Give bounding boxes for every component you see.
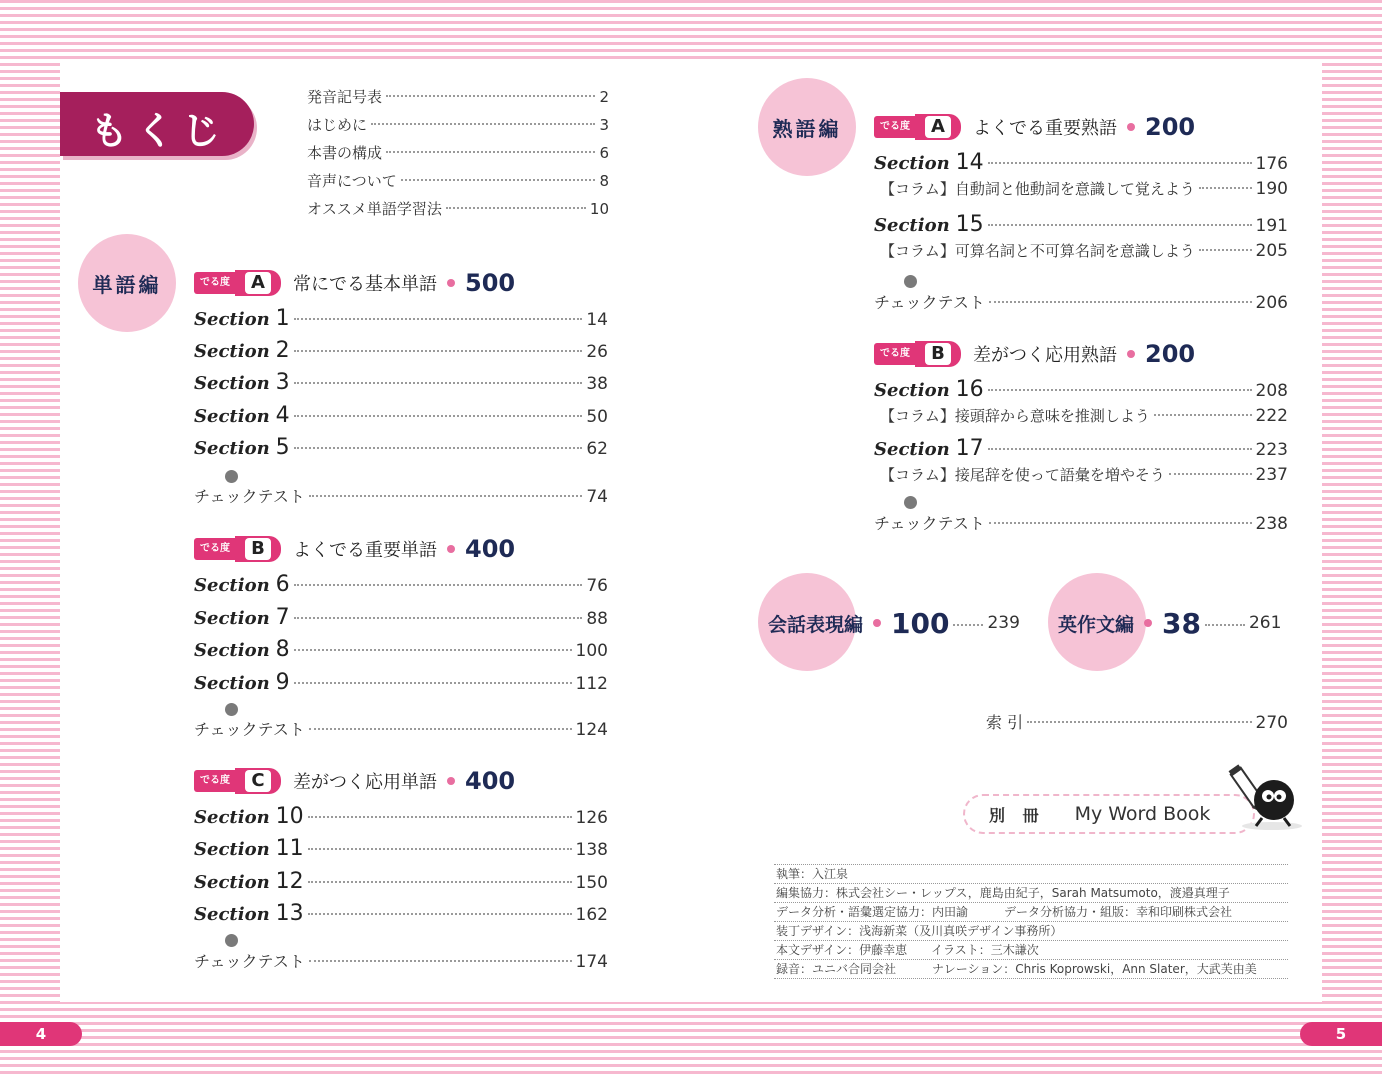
leader-dots: [308, 913, 572, 915]
page-number: 74: [586, 487, 608, 507]
tango-circle: 単語編: [78, 234, 176, 332]
check-test-row[interactable]: [874, 290, 1288, 318]
group-header: [874, 339, 1195, 369]
leader-dots: [988, 389, 1252, 391]
index-page: 270: [1255, 713, 1288, 733]
section-number: 2: [275, 338, 290, 363]
page-number: 26: [586, 342, 608, 362]
page-number: 208: [1255, 381, 1288, 401]
intro-item[interactable]: [307, 142, 609, 170]
bullet-icon: [225, 934, 238, 947]
jukugo-circle: 熟語編: [758, 78, 856, 176]
grade-letter: A: [245, 272, 271, 294]
leader-dots: [309, 495, 582, 497]
intro-item-label: はじめに: [307, 116, 368, 134]
group-header: [194, 534, 515, 564]
leader-dots: [294, 318, 583, 320]
check-test-row-label: チェックテスト: [194, 952, 305, 971]
intro-item[interactable]: [307, 198, 609, 226]
page-number: 162: [575, 905, 608, 925]
section-number: 12: [275, 869, 304, 894]
group-count: 400: [465, 767, 516, 795]
bullet-icon: [225, 470, 238, 483]
section-number: 4: [275, 403, 290, 428]
page-number: 238: [1255, 514, 1288, 534]
column-row[interactable]: [880, 464, 1288, 492]
page-number: 112: [575, 674, 608, 694]
leader-dots: [309, 960, 572, 962]
grade-badge: [915, 341, 961, 367]
kaiwa-count: 100: [891, 606, 950, 640]
page-number: 126: [575, 808, 608, 828]
page-number-right: 5: [1300, 1022, 1382, 1046]
section-number: 5: [275, 435, 290, 460]
group-header: [194, 766, 515, 796]
leader-dots: [386, 95, 595, 97]
section-word: Section: [194, 640, 270, 661]
check-test-row-label: チェックテスト: [194, 487, 305, 506]
section-word: Section: [194, 341, 270, 362]
kaiwa-row[interactable]: [768, 603, 1020, 643]
intro-item-label: 音声について: [307, 172, 397, 190]
bullet-icon: [904, 496, 917, 509]
leader-dots: [294, 350, 583, 352]
credit-line: 本文デザイン：伊藤幸恵 イラスト：三木謙次: [774, 941, 1288, 960]
section-row[interactable]: [874, 212, 1288, 240]
section-row[interactable]: [194, 836, 608, 864]
section-row[interactable]: [194, 572, 608, 600]
check-test-row-label: チェックテスト: [194, 720, 305, 739]
page-number: 124: [575, 720, 608, 740]
eisaku-label: 英作文編: [1058, 613, 1135, 636]
leader-dots: [1154, 414, 1252, 416]
page-number: 50: [586, 407, 608, 427]
leader-dots: [308, 881, 572, 883]
check-test-row[interactable]: [874, 511, 1288, 539]
grade-badge: [915, 114, 961, 140]
intro-item[interactable]: [307, 170, 609, 198]
group-title: よくでる重要熟語: [973, 118, 1117, 139]
column-row[interactable]: [880, 240, 1288, 268]
page-number: 14: [586, 310, 608, 330]
grade-letter: A: [925, 116, 951, 138]
kaiwa-label: 会話表現編: [768, 613, 864, 636]
bessatsu-book: My Word Book: [1074, 803, 1211, 825]
pink-dot-icon: [873, 619, 881, 627]
index-row[interactable]: [986, 710, 1288, 738]
leader-dots: [294, 447, 583, 449]
leader-dots: [988, 448, 1252, 450]
column-row-label: 【コラム】接頭辞から意味を推測しよう: [880, 407, 1150, 425]
leader-dots: [309, 728, 572, 730]
section-number: 1: [275, 306, 290, 331]
section-number: 17: [955, 436, 984, 461]
page-number: 223: [1255, 440, 1288, 460]
section-number: 13: [275, 901, 304, 926]
bessatsu-box: [963, 794, 1255, 834]
section-number: 7: [275, 605, 290, 630]
group-title: よくでる重要単語: [293, 540, 437, 561]
credit-line: 編集協力：株式会社シー・レップス，鹿島由紀子，Sarah Matsumoto，渡邉真理子: [774, 884, 1288, 903]
section-word: Section: [194, 608, 270, 629]
credits-block: [774, 864, 1288, 979]
intro-item-label: オススメ単語学習法: [307, 200, 442, 218]
leader-dots: [401, 179, 596, 181]
page-number: 62: [586, 439, 608, 459]
page-number: 205: [1255, 241, 1288, 261]
section-number: 10: [275, 804, 304, 829]
group-header: [874, 112, 1195, 142]
grade-badge: [235, 768, 281, 794]
section-row[interactable]: [194, 605, 608, 633]
section-row[interactable]: [194, 306, 608, 334]
grade-letter: B: [925, 343, 951, 365]
page-number-left: 4: [0, 1022, 82, 1046]
section-word: Section: [874, 215, 950, 236]
section-row[interactable]: [874, 436, 1288, 464]
section-number: 14: [955, 150, 984, 175]
deru-badge: でる度: [874, 116, 916, 138]
section-word: Section: [874, 153, 950, 174]
section-row[interactable]: [194, 901, 608, 929]
leader-dots: [1169, 473, 1252, 475]
credit-line: データ分析・語彙選定協力：内田諭 データ分析協力・組版：幸和印刷株式会社: [774, 903, 1288, 922]
page-number: 76: [586, 576, 608, 596]
page-number: 38: [586, 374, 608, 394]
deru-badge: でる度: [194, 538, 236, 560]
page-number: 8: [599, 172, 609, 190]
section-number: 15: [955, 212, 984, 237]
section-row[interactable]: [194, 435, 608, 463]
intro-item-label: 発音記号表: [307, 88, 383, 106]
section-row[interactable]: [194, 670, 608, 698]
grade-badge: [235, 536, 281, 562]
leader-dots: [1199, 249, 1252, 251]
page-number: 2: [599, 88, 609, 106]
section-number: 16: [955, 377, 984, 402]
leader-dots: [294, 382, 583, 384]
section-word: Section: [194, 807, 270, 828]
bessatsu-label: 別 冊: [989, 805, 1045, 825]
credit-line: 録音：ユニバ合同会社 ナレーション：Chris Koprowski，Ann Slater，大武芙由美: [774, 960, 1288, 979]
pink-dot-icon: [447, 545, 455, 553]
page-number: 138: [575, 840, 608, 860]
section-number: 11: [275, 836, 304, 861]
pink-dot-icon: [447, 777, 455, 785]
bullet-icon: [225, 703, 238, 716]
group-title: 差がつく応用単語: [293, 772, 437, 793]
group-count: 200: [1145, 340, 1196, 368]
page-number: 237: [1255, 465, 1288, 485]
eisaku-page: 261: [1248, 613, 1282, 633]
credit-line: 執筆：入江泉: [774, 865, 1288, 884]
page-number: 222: [1255, 406, 1288, 426]
intro-item[interactable]: [307, 114, 609, 142]
leader-dots: [294, 617, 583, 619]
section-number: 8: [275, 637, 290, 662]
section-word: Section: [194, 406, 270, 427]
section-word: Section: [874, 380, 950, 401]
section-number: 6: [275, 572, 290, 597]
leader-dots: [989, 522, 1252, 524]
page-number: 150: [575, 873, 608, 893]
pink-dot-icon: [1127, 123, 1135, 131]
section-row[interactable]: [194, 804, 608, 832]
page-title: もくじ: [60, 92, 254, 156]
section-row[interactable]: [194, 338, 608, 366]
deru-badge: でる度: [194, 770, 236, 792]
section-number: 3: [275, 370, 290, 395]
section-word: Section: [194, 309, 270, 330]
leader-dots: [1027, 721, 1251, 723]
leader-dots: [386, 151, 595, 153]
grade-letter: B: [245, 538, 271, 560]
credit-line: 装丁デザイン：浅海新菜（及川真咲デザイン事務所）: [774, 922, 1288, 941]
group-count: 400: [465, 535, 516, 563]
eisaku-count: 38: [1162, 606, 1201, 640]
intro-item[interactable]: [307, 86, 609, 114]
section-row[interactable]: [194, 403, 608, 431]
section-word: Section: [194, 673, 270, 694]
leader-dots: [446, 207, 586, 209]
column-row-label: 【コラム】接尾辞を使って語彙を増やそう: [880, 466, 1165, 484]
leader-dots: [953, 624, 983, 626]
section-row[interactable]: [874, 377, 1288, 405]
section-word: Section: [194, 872, 270, 893]
eisaku-row[interactable]: [1058, 603, 1281, 643]
page-number: 176: [1255, 154, 1288, 174]
grade-badge: [235, 270, 281, 296]
group-header: [194, 268, 515, 298]
page-number: 3: [599, 116, 609, 134]
intro-item-label: 本書の構成: [307, 144, 383, 162]
page-number: 174: [575, 952, 608, 972]
leader-dots: [371, 123, 595, 125]
mascot-pencil-icon: [1226, 758, 1308, 834]
section-word: Section: [194, 438, 270, 459]
page-number: 10: [589, 200, 609, 218]
pink-dot-icon: [1144, 619, 1152, 627]
section-row[interactable]: [194, 869, 608, 897]
section-number: 9: [275, 670, 290, 695]
leader-dots: [294, 415, 583, 417]
deru-badge: でる度: [194, 272, 236, 294]
section-word: Section: [874, 439, 950, 460]
section-word: Section: [194, 575, 270, 596]
leader-dots: [294, 584, 583, 586]
leader-dots: [308, 816, 572, 818]
page-number: 191: [1255, 216, 1288, 236]
index-label: 索 引: [986, 713, 1024, 732]
section-word: Section: [194, 839, 270, 860]
grade-letter: C: [245, 770, 271, 792]
page-number: 206: [1255, 293, 1288, 313]
section-row[interactable]: [194, 637, 608, 665]
check-test-row-label: チェックテスト: [874, 293, 985, 312]
leader-dots: [988, 224, 1252, 226]
group-title: 常にでる基本単語: [293, 274, 437, 295]
page-number: 100: [575, 641, 608, 661]
leader-dots: [308, 848, 572, 850]
leader-dots: [989, 301, 1252, 303]
section-row[interactable]: [874, 150, 1288, 178]
column-row-label: 【コラム】可算名詞と不可算名詞を意識しよう: [880, 242, 1195, 260]
check-test-row[interactable]: [194, 717, 608, 745]
column-row[interactable]: [880, 405, 1288, 433]
leader-dots: [294, 682, 572, 684]
pink-dot-icon: [447, 279, 455, 287]
group-count: 500: [465, 269, 516, 297]
column-row-label: 【コラム】自動詞と他動詞を意識して覚えよう: [880, 180, 1195, 198]
section-word: Section: [194, 373, 270, 394]
bullet-icon: [904, 275, 917, 288]
kaiwa-page: 239: [987, 613, 1020, 633]
check-test-row[interactable]: [194, 949, 608, 977]
group-title: 差がつく応用熟語: [973, 345, 1117, 366]
group-count: 200: [1145, 113, 1196, 141]
page-number: 6: [599, 144, 609, 162]
leader-dots: [1205, 624, 1245, 626]
check-test-row[interactable]: [194, 484, 608, 512]
leader-dots: [294, 649, 572, 651]
section-word: Section: [194, 904, 270, 925]
check-test-row-label: チェックテスト: [874, 514, 985, 533]
leader-dots: [988, 162, 1252, 164]
leader-dots: [1199, 187, 1252, 189]
deru-badge: でる度: [874, 343, 916, 365]
page-number: 190: [1255, 179, 1288, 199]
section-row[interactable]: [194, 370, 608, 398]
page-number: 88: [586, 609, 608, 629]
column-row[interactable]: [880, 178, 1288, 206]
pink-dot-icon: [1127, 350, 1135, 358]
